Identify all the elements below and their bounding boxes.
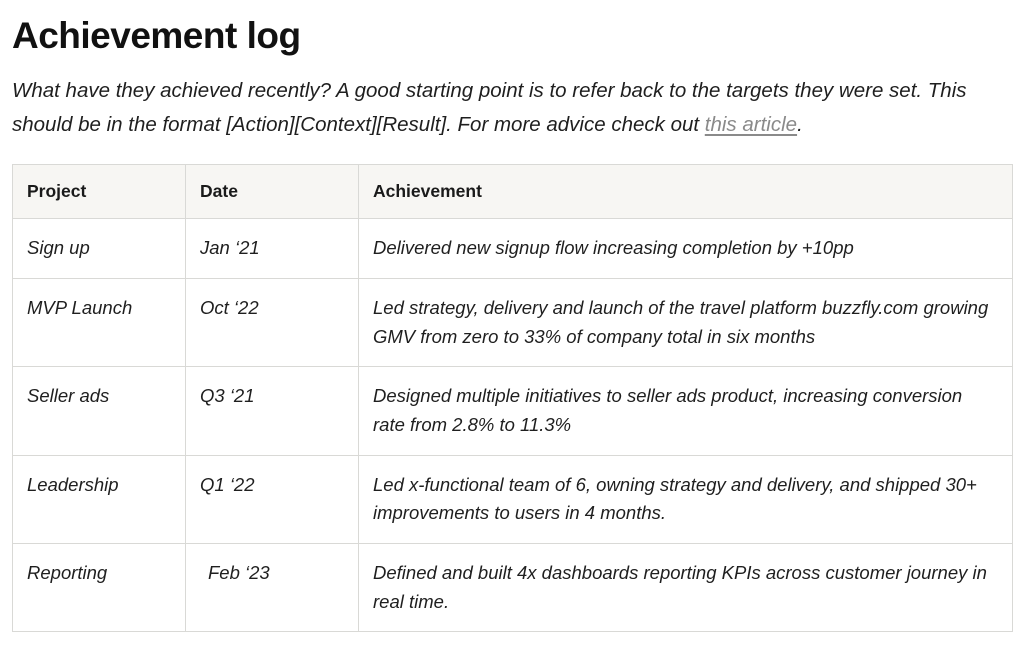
achievement-log-table	[12, 164, 1013, 632]
cell-project: Reporting	[13, 544, 186, 632]
cell-date: Jan ‘21	[186, 219, 359, 279]
cell-date: Oct ‘22	[186, 279, 359, 367]
column-header-date: Date	[186, 165, 359, 219]
intro-text-after-link: .	[797, 113, 803, 137]
cell-achievement: Led strategy, delivery and launch of the travel platform buzzfly.com growing GMV from zero to 33% of company total in six months	[359, 279, 1013, 367]
cell-project: MVP Launch	[13, 279, 186, 367]
cell-project: Seller ads	[13, 367, 186, 455]
cell-date: Feb ‘23	[186, 544, 359, 632]
cell-achievement: Designed multiple initiatives to seller ads product, increasing conversion rate from 2.8% to 11.3%	[359, 367, 1013, 455]
advice-article-link[interactable]: this article	[704, 113, 798, 137]
cell-achievement: Delivered new signup flow increasing completion by +10pp	[359, 219, 1013, 279]
column-header-achievement: Achievement	[359, 165, 1013, 219]
table-row	[13, 367, 1013, 455]
cell-project: Sign up	[13, 219, 186, 279]
cell-date: Q1 ‘22	[186, 455, 359, 543]
intro-text-before-link: What have they achieved recently? A good starting point is to refer back to the targets they were set. This should be in the format [Action][Context][Result]. For more advice check out	[12, 79, 967, 137]
table-body	[13, 219, 1013, 632]
page-title: Achievement log	[12, 15, 301, 56]
table-row	[13, 219, 1013, 279]
table-header	[13, 165, 1013, 219]
table-row	[13, 455, 1013, 543]
cell-achievement: Led x-functional team of 6, owning strategy and delivery, and shipped 30+ improvements to users in 4 months.	[359, 455, 1013, 543]
cell-achievement: Defined and built 4x dashboards reporting KPIs across customer journey in real time.	[359, 544, 1013, 632]
table-row	[13, 279, 1013, 367]
intro-paragraph	[12, 74, 1012, 142]
column-header-project: Project	[13, 165, 186, 219]
cell-project: Leadership	[13, 455, 186, 543]
table-row	[13, 544, 1013, 632]
cell-date: Q3 ‘21	[186, 367, 359, 455]
table-header-row	[13, 165, 1013, 219]
